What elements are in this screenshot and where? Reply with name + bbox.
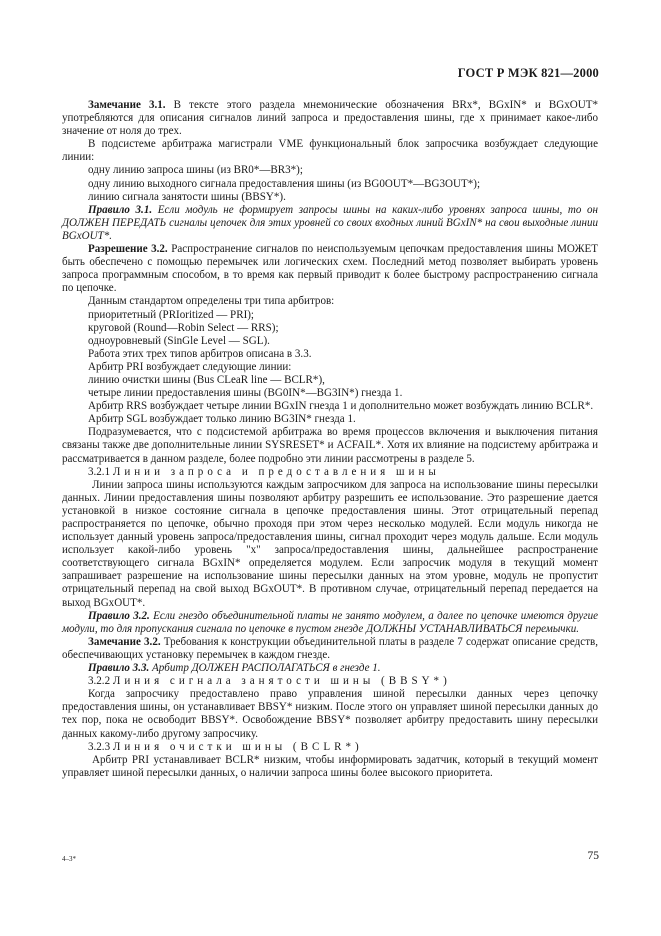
- section-heading: [62, 741, 598, 754]
- rule-label: Правило 3.2.: [88, 609, 150, 622]
- list-item: Арбитр PRI возбуждает следующие линии:: [88, 360, 292, 373]
- note-paragraph: [62, 636, 598, 662]
- section-number: 3.2.2: [88, 675, 111, 688]
- note-label: Разрешение 3.2.: [88, 243, 168, 256]
- paragraph: Арбитр RRS возбуждает четыре линии BGxIN гнезда 1 и дополнительно может возбуждать линию BCLR*.: [88, 400, 594, 413]
- footer-mark: 4–3*: [62, 855, 76, 863]
- note-label: Замечание 3.1.: [88, 99, 166, 111]
- paragraph-text: Если гнездо объединительной платы не занято модулем, а далее по цепочке имеются другие модули, то для пропускания сигнала по цепочке в пустом гнезде ДОЛЖНЫ УСТАНАВЛИВАТЬСЯ перемычки.: [62, 609, 598, 635]
- rule-paragraph: [62, 204, 598, 243]
- section-title: Линия очистки шины (BCLR*): [112, 740, 363, 753]
- list-item: линию сигнала занятости шины (BBSY*).: [88, 190, 286, 203]
- paragraph-text: В тексте этого раздела мнемонические обозначения BRx*, BGxIN* и BGxOUT* употребляются для описания сигналов линий запроса и предоставления шины, где x принимает какое-либо значение от ноля до трех.: [62, 99, 599, 138]
- rule-label: Правило 3.3.: [88, 662, 150, 675]
- paragraph: Арбитр PRI устанавливает BCLR* низким, чтобы информировать задатчик, который в текущий момент управляет шиной пересылки данных, о наличии запроса шины более высокого приоритета.: [62, 753, 598, 779]
- section-title: Линия сигнала занятости шины (BBSY*): [112, 675, 451, 688]
- section-title: Линии запроса и предоставления шины: [112, 465, 440, 478]
- paragraph-text: Распространение сигналов по неиспользуемым цепочкам предоставления шины МОЖЕТ быть обеспечено с помощью перемычек или логических схем. Последний метод позволяет выбирать уровень запроса программным способом, в то время как первый приводит к более быстрому распространению сигнала по цепочке.: [62, 243, 599, 295]
- section-heading: [62, 466, 598, 479]
- rule-label: Правило 3.1.: [88, 203, 153, 216]
- section-number: 3.2.3: [88, 740, 111, 753]
- section-heading: [62, 675, 598, 688]
- document-body: [62, 99, 598, 780]
- section-number: 3.2.1: [88, 465, 111, 478]
- list-item: одну линию выходного сигнала предоставления шины (из BG0OUT*—BG3OUT*);: [88, 177, 481, 190]
- page-number: 75: [587, 850, 599, 862]
- note-paragraph: [62, 99, 598, 138]
- paragraph-text: Если модуль не формирует запросы шины на каких-либо уровнях запроса шины, то он ДОЛЖЕН ПЕРЕДАТЬ сигналы цепочек для этих уровней со своих входных линий BGxIN* на свои выходные линии BGxOUT*.: [62, 203, 598, 242]
- rule-paragraph: [62, 610, 598, 636]
- list-item: круговой (Round—Robin Select — RRS);: [88, 321, 279, 334]
- list-item: одну линию запроса шины (из BR0*—BR3*);: [88, 164, 303, 177]
- note-label: Замечание 3.2.: [88, 635, 161, 648]
- paragraph: В подсистеме арбитража магистрали VME функциональный блок запросчика возбуждает следующие линии:: [62, 138, 598, 164]
- note-paragraph: [62, 243, 598, 295]
- list-item: Данным стандартом определены три типа арбитров:: [88, 295, 335, 308]
- list-item: одноуровневый (SinGle Level — SGL).: [88, 334, 270, 347]
- list-item: Работа этих трех типов арбитров описана в 3.3.: [88, 347, 312, 360]
- paragraph-text: Арбитр ДОЛЖЕН РАСПОЛАГАТЬСЯ в гнезде 1.: [149, 662, 381, 675]
- paragraph: Подразумевается, что с подсистемой арбитража во время процессов включения и выключения питания связаны также две дополнительные линии SYSRESET* и ACFAIL*. Хотя их влияние на подсистему арбитража и рассматривается в данном разделе, более подробно эти линии рассмотрены в разделе 5.: [62, 426, 598, 465]
- paragraph: Линии запроса шины используются каждым запросчиком для запроса на использование шины пересылки данных. Линии предоставления шины позволяют арбитру разрешить ее использование. Это разрешение дается установкой в низкое состояние сигнала в цепочке предоставления шины. Этот отрицательный перепад распространяется по цепочке, обычно проходя при этом через несколько модулей. Если модуль никогда не использует данный уровень запроса/предоставления шины, сигнал проходит через модуль дальше. Если модуль использует какой-либо уровень "x" запроса/предоставления шины, дальнейшее распространение соответствующего сигнала BGxIN* определяется модулем. Если запросчик модуля в текущий момент запрашивает разрешение на использование шины пересылки данных на этом уровне, модуль не пропустит отрицательный перепад на свой выход BGxOUT*. В противном случае, отрицательный перепад передается на выход BGxOUT*.: [62, 478, 598, 609]
- paragraph-text: Требования к конструкции объединительной платы в разделе 7 содержат описание средств, обеспечивающих установку перемычек в каждом гнезде.: [62, 635, 598, 661]
- list-item: линию очистки шины (Bus CLeaR line — BCLR*),: [88, 373, 325, 386]
- list-item: четыре линии предоставления шины (BG0IN*—BG3IN*) гнезда 1.: [88, 387, 403, 400]
- paragraph: Когда запросчику предоставлено право управления шиной пересылки данных через цепочку предоставления шины, он устанавливает BBSY* низким. После этого он управляет шиной пересылки данных до тех пор, пока не освободит BBSY*. Освобождение BBSY* позволяет арбитру предоставить шину пересылки данных какому-либо другому запросчику.: [62, 688, 598, 740]
- rule-paragraph: [62, 662, 598, 675]
- list-item: Арбитр SGL возбуждает только линию BG3IN* гнезда 1.: [88, 413, 356, 426]
- list-item: приоритетный (PRIoritized — PRI);: [88, 308, 254, 321]
- document-header: ГОСТ Р МЭК 821—2000: [457, 66, 599, 80]
